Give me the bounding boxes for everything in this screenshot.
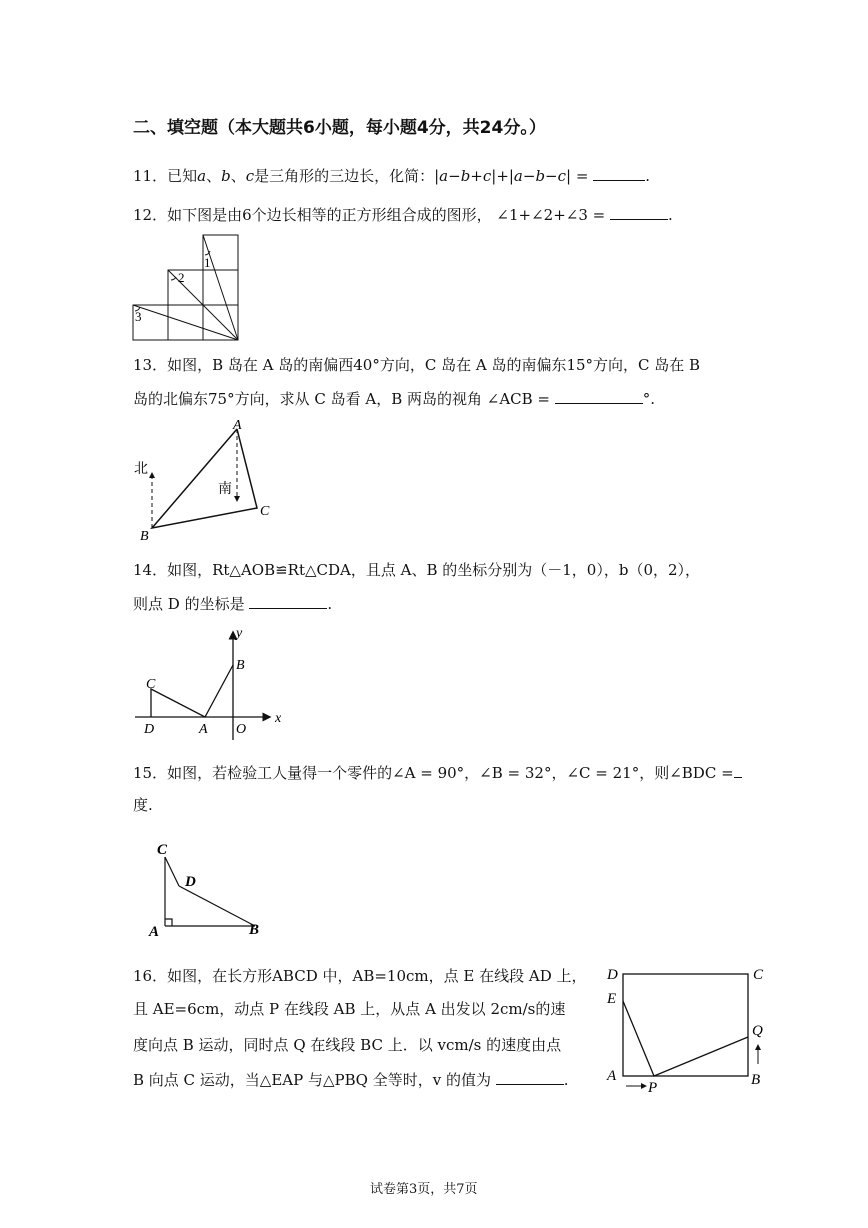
section-title: 二、填空题（本大题共6小题，每小题4分，共24分。）: [133, 118, 546, 138]
question-11: [133, 165, 650, 186]
q11-var-b: b: [221, 167, 231, 185]
q12-end: .: [668, 206, 673, 224]
q11-answer-blank[interactable]: [593, 165, 645, 181]
q14-label-y: y: [236, 626, 243, 641]
q16-label-B: B: [751, 1072, 761, 1088]
q14-label-O: O: [236, 722, 247, 737]
q14-line-1: 14．如图，Rt△AOB≌Rt△CDA，且点 A、B 的坐标分别为（－1，0），b（0，2），: [133, 561, 701, 579]
q13-line-2-end: °.: [642, 390, 656, 408]
q12-angle-2-label: 2: [178, 270, 185, 285]
q12-answer-blank[interactable]: [610, 204, 668, 220]
q14-label-A: A: [199, 722, 208, 737]
q15-answer-blank[interactable]: [734, 762, 742, 778]
q14-label-D: D: [144, 722, 155, 737]
q11-sep2: 、: [230, 167, 246, 185]
q16-label-Q: Q: [752, 1023, 763, 1039]
q12-expression: ∠1+∠2+∠3 =: [496, 206, 606, 224]
q13-label-C: C: [260, 504, 270, 519]
q11-expression: |a−b+c|+|a−b−c| =: [434, 167, 589, 185]
q16-line-3: 度向点 B 运动，同时点 Q 在线段 BC 上．以 vcm/s 的速度由点: [133, 1036, 562, 1054]
q12-number: 12．: [133, 206, 168, 224]
q11-var-a: a: [197, 167, 207, 185]
q14-coordinate-figure: [135, 625, 295, 745]
q11-end: .: [645, 167, 650, 185]
q13-islands-figure: [130, 415, 280, 545]
q12-squares-figure: [130, 233, 242, 341]
q12-diagonal-1: [203, 235, 238, 340]
q14-line-2-text: 则点 D 的坐标是: [133, 595, 245, 613]
q15-segment-DB: [179, 886, 255, 926]
q15-segment-CD: [165, 857, 179, 886]
q16-line-1: 16．如图，在长方形ABCD 中，AB=10cm，点 E 在线段 AD 上，: [133, 967, 587, 985]
q13-line-1: 13．如图，B 岛在 A 岛的南偏西40°方向，C 岛在 A 岛的南偏东15°方向，C 岛在 B: [133, 356, 701, 374]
q15-line-2: 度.: [133, 796, 153, 814]
q12-diagonal-3: [133, 305, 238, 340]
q12-text: 如下图是由6个边长相等的正方形组合成的图形，: [167, 206, 492, 224]
q16-label-D: D: [607, 967, 618, 983]
q16-segments-EPQ: [623, 1001, 748, 1076]
q16-line-4-end: .: [563, 1071, 569, 1089]
q12-angle-3-label: 3: [135, 309, 142, 324]
q16-rectangle-figure: [604, 962, 770, 1097]
q14-label-x: x: [275, 711, 282, 726]
q13-answer-blank[interactable]: [555, 388, 643, 404]
q13-label-A: A: [233, 418, 242, 433]
q15-line-1-text: 15．如图，若检验工人量得一个零件的∠A = 90°，∠B = 32°，∠C = 21°，则∠BDC =: [133, 764, 734, 782]
q14-line-2: [133, 593, 332, 614]
q16-label-E: E: [607, 991, 617, 1007]
q11-sep1: 、: [206, 167, 222, 185]
q15-line-1: [133, 762, 742, 783]
q13-line-2-text: 岛的北偏东75°方向，求从 C 岛看 A，B 两岛的视角 ∠ACB =: [133, 390, 550, 408]
q11-var-c: c: [245, 167, 255, 185]
q15-label-B: B: [249, 922, 260, 938]
q15-label-C: C: [157, 842, 168, 858]
q15-label-A: A: [149, 924, 160, 940]
q15-part-figure: [145, 838, 275, 943]
q15-right-angle-mark: [165, 919, 172, 926]
q14-answer-blank[interactable]: [249, 593, 327, 609]
q14-line-2-end: .: [327, 595, 333, 613]
q13-south-label: 南: [218, 482, 232, 497]
q16-line-4-text: B 向点 C 运动，当△EAP 与△PBQ 全等时，v 的值为: [133, 1071, 491, 1089]
q13-north-label: 北: [134, 462, 148, 477]
page-footer: 试卷第3页，共7页: [370, 1182, 478, 1197]
q16-answer-blank[interactable]: [496, 1069, 564, 1085]
q14-label-B: B: [236, 658, 245, 673]
q13-triangle: [152, 429, 257, 528]
q16-line-2: 且 AE=6cm，动点 P 在线段 AB 上，从点 A 出发以 2cm/s的速: [133, 1000, 566, 1018]
q16-line-4: [133, 1069, 569, 1090]
q16-rectangle-ABCD: [623, 974, 748, 1076]
q11-number: 11．: [133, 167, 168, 185]
q14-label-C: C: [146, 677, 156, 692]
q11-text-b: 是三角形的三边长，化简：: [254, 167, 435, 185]
q13-label-B: B: [140, 529, 149, 544]
q12-angle-1-label: 1: [204, 255, 211, 270]
q12-arc-2: [171, 277, 176, 280]
q16-label-C: C: [753, 967, 764, 983]
question-12: [133, 204, 673, 225]
q15-label-D: D: [185, 874, 196, 890]
q16-label-A: A: [607, 1068, 617, 1084]
q16-label-P: P: [648, 1080, 658, 1096]
q14-triangles: [151, 665, 233, 717]
q13-line-2: [133, 388, 655, 409]
q11-text-a: 已知: [167, 167, 198, 185]
